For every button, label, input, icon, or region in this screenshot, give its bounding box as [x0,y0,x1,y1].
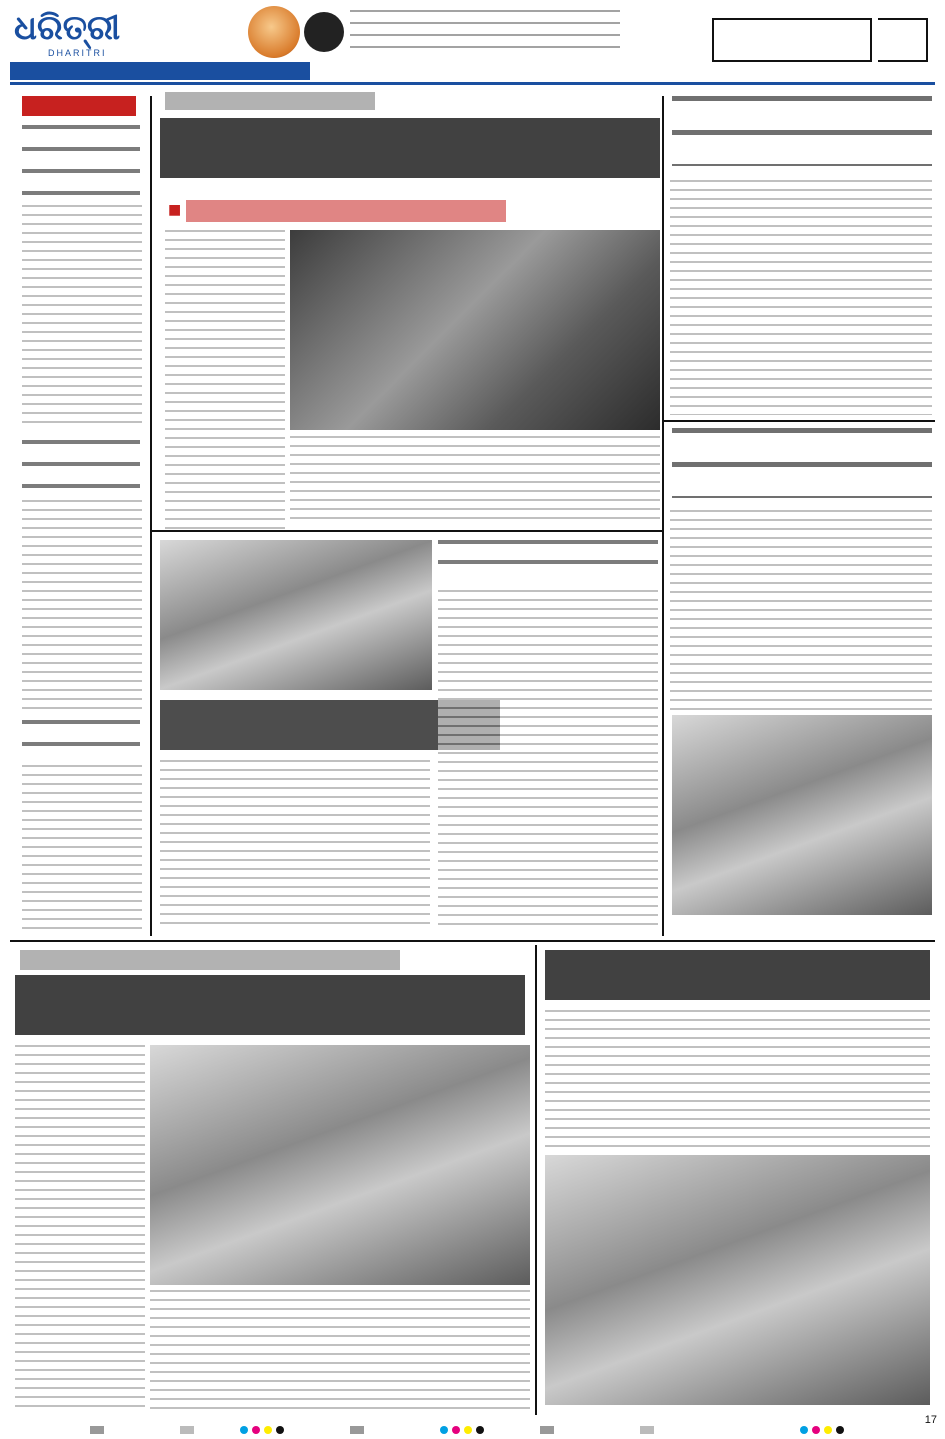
news-briefs-badge [22,96,136,116]
protest-body [545,1010,930,1150]
brief-headline [438,540,658,580]
lead-body [165,230,285,530]
side-story-headline [672,96,932,166]
square-bullet-icon: ■ [168,202,182,218]
lead-body [290,436,660,526]
side-story-body [670,180,932,415]
protest-photo [545,1155,930,1405]
protest-headline [545,950,930,1000]
story-divider [152,530,662,532]
cricket-kicker [20,950,400,970]
quote-icon [304,12,344,52]
print-marks [0,1420,945,1439]
lead-headline [160,118,660,178]
lead-subhead [186,200,506,222]
cricket-body [150,1290,530,1410]
conference-body [160,760,430,930]
footer-page-number: 17 [924,1414,937,1426]
dateline [10,62,310,80]
lead-kicker [165,92,375,110]
brief-body [22,205,142,430]
lead-photo [290,230,660,430]
logo-subtitle: DHARITRI [48,48,107,58]
masthead-quote [350,10,620,58]
column-divider [662,96,664,936]
story-divider [664,420,935,422]
brief-headline [22,720,140,760]
page-number-box [878,18,928,62]
brief-body [438,590,658,930]
cricket-team-photo [150,1045,530,1285]
section-name-box [712,18,872,62]
conference-photo [160,540,432,690]
story-divider [10,940,935,942]
newspaper-logo [14,8,154,60]
cricket-headline [15,975,525,1035]
brief-body [22,500,142,715]
saint-portrait [248,6,300,58]
brief-headline [22,125,140,195]
health-camp-photo [672,715,932,915]
column-divider [150,96,152,936]
column-divider [535,945,537,1415]
brief-headline [22,440,140,490]
logo-wordmark: ଧରିତ୍ରୀ [14,8,121,48]
brief-body [22,765,142,930]
masthead-rule [10,82,935,85]
health-story-headline [672,428,932,498]
cricket-body [15,1045,145,1410]
health-story-body [670,510,932,710]
